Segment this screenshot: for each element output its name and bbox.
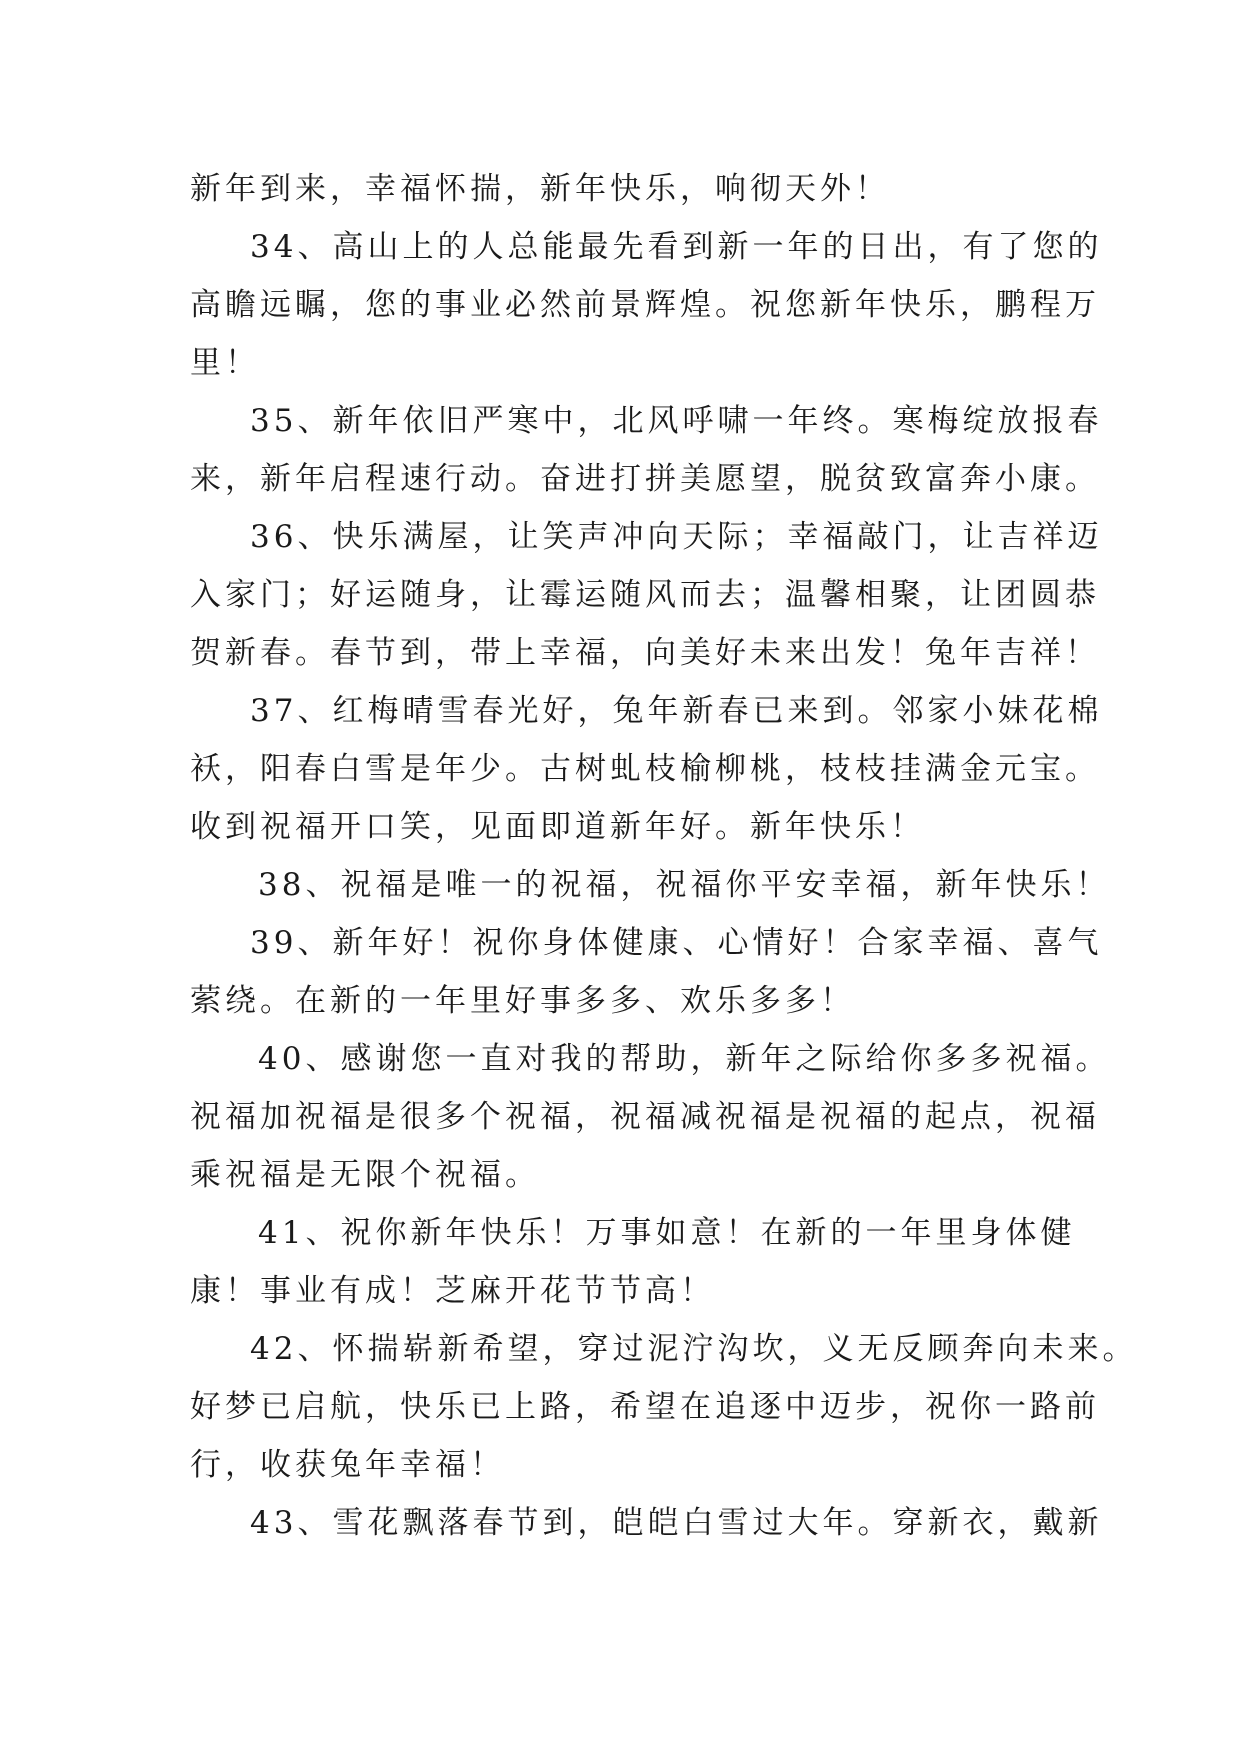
text-line: 入家门；好运随身，让霉运随风而去；温馨相聚，让团圆恭 — [190, 577, 1100, 613]
paragraph-40-line-1: 40、感谢您一直对我的帮助，新年之际给你多多祝福。 — [258, 1041, 1111, 1077]
text-line: 贺新春。春节到，带上幸福，向美好未来出发！兔年吉祥！ — [190, 635, 1100, 671]
text-line: 高瞻远瞩，您的事业必然前景辉煌。祝您新年快乐，鹏程万 — [190, 287, 1100, 323]
paragraph-34-line-1: 34、高山上的人总能最先看到新一年的日出，有了您的 — [250, 229, 1103, 265]
text-line: 祝福加祝福是很多个祝福，祝福减祝福是祝福的起点，祝福 — [190, 1099, 1100, 1135]
paragraph-41-line-1: 41、祝你新年快乐！万事如意！在新的一年里身体健 — [258, 1215, 1076, 1251]
text-line: 袄，阳春白雪是年少。古树虬枝榆柳桃，枝枝挂满金元宝。 — [190, 751, 1100, 787]
paragraph-38-line-1: 38、祝福是唯一的祝福，祝福你平安幸福，新年快乐！ — [258, 867, 1111, 903]
text-line: 里！ — [190, 345, 260, 381]
paragraph-35-line-1: 35、新年依旧严寒中，北风呼啸一年终。寒梅绽放报春 — [250, 403, 1103, 439]
paragraph-43-line-1: 43、雪花飘落春节到，皑皑白雪过大年。穿新衣，戴新 — [250, 1505, 1103, 1541]
paragraph-37-line-1: 37、红梅晴雪春光好，兔年新春已来到。邻家小妹花棉 — [250, 693, 1103, 729]
text-line: 新年到来，幸福怀揣，新年快乐，响彻天外！ — [190, 171, 890, 207]
paragraph-39-line-1: 39、新年好！祝你身体健康、心情好！合家幸福、喜气 — [250, 925, 1103, 961]
text-line: 乘祝福是无限个祝福。 — [190, 1157, 540, 1193]
text-line: 康！事业有成！芝麻开花节节高！ — [190, 1273, 715, 1309]
text-line: 萦绕。在新的一年里好事多多、欢乐多多！ — [190, 983, 855, 1019]
text-line: 行，收获兔年幸福！ — [190, 1447, 505, 1483]
text-line: 好梦已启航，快乐已上路，希望在追逐中迈步，祝你一路前 — [190, 1389, 1100, 1425]
document-body — [190, 160, 1138, 1552]
paragraph-42-line-1: 42、怀揣崭新希望，穿过泥泞沟坎，义无反顾奔向未来。 — [250, 1331, 1138, 1367]
paragraph-36-line-1: 36、快乐满屋，让笑声冲向天际；幸福敲门，让吉祥迈 — [250, 519, 1103, 555]
text-line: 收到祝福开口笑，见面即道新年好。新年快乐！ — [190, 809, 925, 845]
text-line: 来，新年启程速行动。奋进打拼美愿望，脱贫致富奔小康。 — [190, 461, 1100, 497]
